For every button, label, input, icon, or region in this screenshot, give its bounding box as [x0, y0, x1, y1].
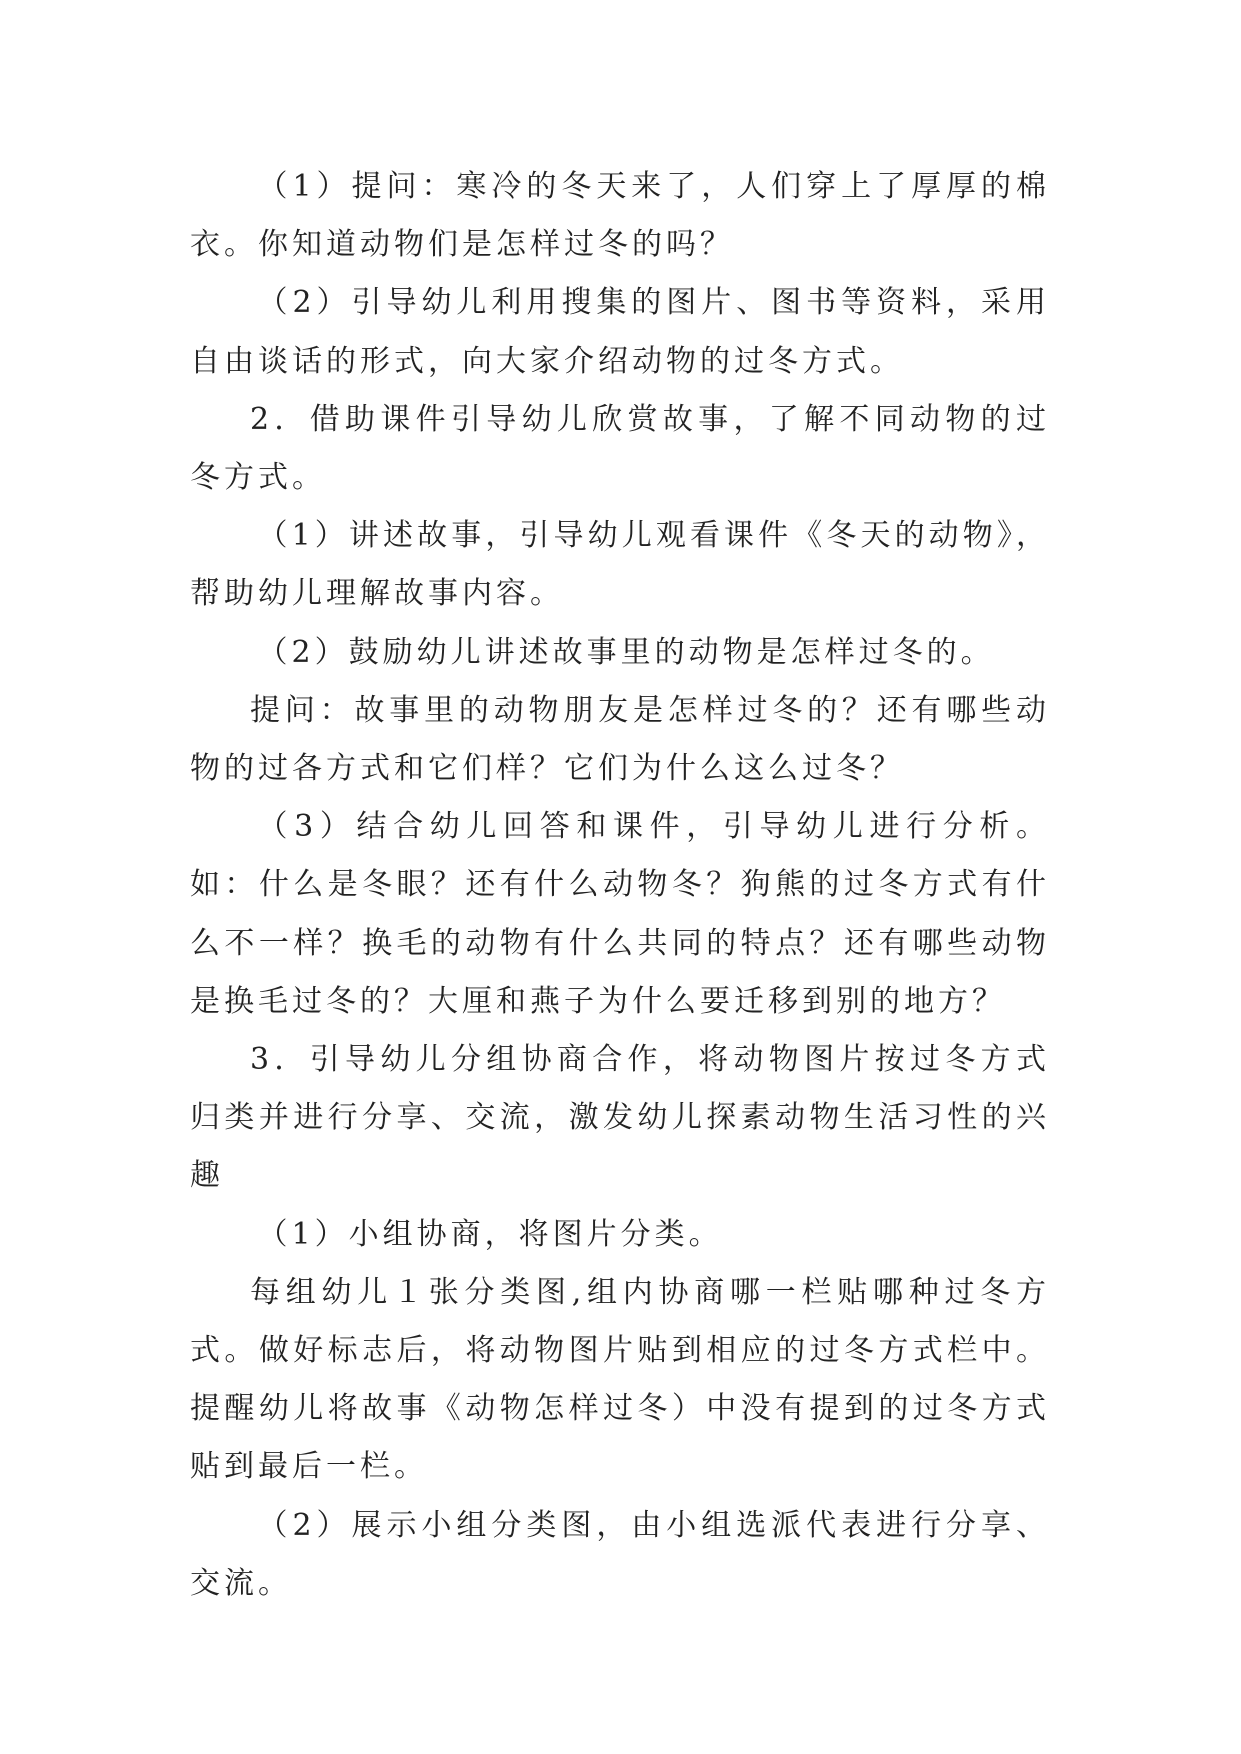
paragraph-question-story: 提问：故事里的动物朋友是怎样过冬的？还有哪些动物的过各方式和它们样？它们为什么这么过冬？ — [190, 692, 1050, 787]
paragraph-show-results: （2）展示小组分类图，由小组选派代表进行分享、交流。 — [190, 1507, 1050, 1601]
document-body — [190, 158, 1050, 1613]
paragraph-encourage-retell: （2）鼓励幼儿讲述故事里的动物是怎样过冬的。 — [257, 634, 995, 670]
paragraph-step-2-heading: 2．借助课件引导幼儿欣赏故事，了解不同动物的过冬方式。 — [190, 401, 1050, 496]
paragraph-tell-story: （1）讲述故事，引导幼儿观看课件《冬天的动物》，帮助幼儿理解故事内容。 — [190, 518, 1050, 612]
paragraph-group-discuss: （1）小组协商，将图片分类。 — [257, 1216, 723, 1252]
paragraph-step-3-heading: 3．引导幼儿分组协商合作，将动物图片按过冬方式归类并进行分享、交流，激发幼儿探素动物生活习性的兴趣 — [190, 1042, 1050, 1194]
paragraph-group-instructions: 每组幼儿１张分类图,组内协商哪一栏贴哪种过冬方式。做好标志后，将动物图片贴到相应的过冬方式栏中。提醒幼儿将故事《动物怎样过冬）中没有提到的过冬方式贴到最后一栏。 — [190, 1274, 1050, 1485]
paragraph-guide-materials: （2）引导幼儿利用搜集的图片、图书等资料，采用自由谈话的形式，向大家介绍动物的过冬方式。 — [190, 285, 1050, 379]
paragraph-question-intro: （1）提问：寒冷的冬天来了，人们穿上了厚厚的棉衣。你知道动物们是怎样过冬的吗？ — [190, 169, 1050, 263]
paragraph-analysis: （3）结合幼儿回答和课件，引导幼儿进行分析。如：什么是冬眼？还有什么动物冬？狗熊的过冬方式有什么不一样？换毛的动物有什么共同的特点？还有哪些动物是换毛过冬的？大厘和燕子为什么要迁移到别的地方？ — [190, 809, 1050, 1019]
